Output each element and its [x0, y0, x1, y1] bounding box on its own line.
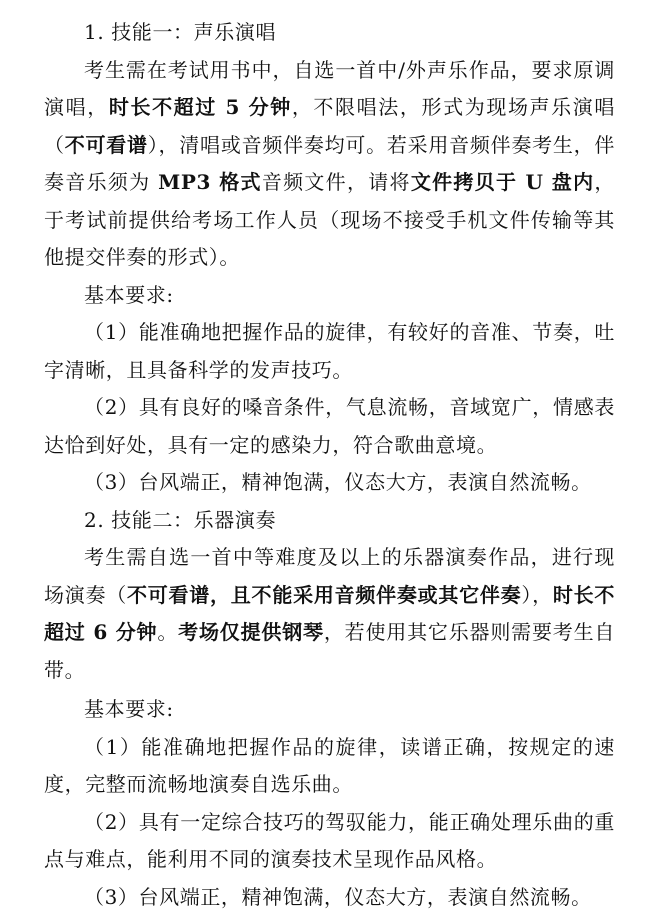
- section-1-requirements-title: 基本要求:: [44, 277, 615, 315]
- section-1-requirement-1: （1）能准确地把握作品的旋律，有较好的音准、节奏，吐字清晰，且具备科学的发声技巧。: [44, 314, 615, 389]
- section-1-heading: 1. 技能一：声乐演唱: [44, 14, 615, 52]
- text-run: 考生需在考试用书中，自选一首中/外声乐作品，要求原调演唱，: [44, 58, 615, 120]
- document-page: [44, 14, 615, 916]
- bold-text-run: 不可看谱，且不能采用音频伴奏或其它伴奏: [127, 583, 521, 607]
- bold-text-run: MP3 格式: [158, 170, 262, 194]
- text-run: ，于考试前提供给考场工作人员（现场不接受手机文件传输等其他提交伴奏的形式）。: [44, 170, 615, 269]
- bold-text-run: 考场仅提供钢琴: [178, 620, 324, 644]
- section-2-requirement-3: （3）台风端正，精神饱满，仪态大方，表演自然流畅。: [44, 879, 615, 916]
- text-run: 。: [157, 620, 178, 644]
- bold-text-run: 时长不超过 5 分钟: [109, 95, 292, 119]
- section-1-intro: [44, 52, 615, 277]
- section-2-intro: [44, 539, 615, 689]
- text-run: ，若使用其它乐器则需要考生自带。: [44, 620, 615, 682]
- text-run: ），: [521, 583, 553, 607]
- section-2-requirements-title: 基本要求:: [44, 691, 615, 729]
- bold-text-run: 文件拷贝于 U 盘内: [411, 170, 595, 194]
- section-1-requirement-2: （2）具有良好的嗓音条件，气息流畅，音域宽广，情感表达恰到好处，具有一定的感染力，符合歌曲意境。: [44, 389, 615, 464]
- section-1-requirement-3: （3）台风端正，精神饱满，仪态大方，表演自然流畅。: [44, 464, 615, 502]
- text-run: ），清唱或音频伴奏均可。若采用音频伴奏考生，伴奏音乐须为: [44, 133, 615, 195]
- section-2-heading: 2. 技能二：乐器演奏: [44, 502, 615, 540]
- section-2-requirement-2: （2）具有一定综合技巧的驾驭能力，能正确处理乐曲的重点与难点，能利用不同的演奏技术呈现作品风格。: [44, 804, 615, 879]
- section-2-requirement-1: （1）能准确地把握作品的旋律，读谱正确，按规定的速度，完整而流畅地演奏自选乐曲。: [44, 729, 615, 804]
- text-run: 音频文件，请将: [262, 170, 411, 194]
- bold-text-run: 时长不超过 6 分钟: [44, 583, 615, 645]
- text-run: 考生需自选一首中等难度及以上的乐器演奏作品，进行现场演奏（: [44, 545, 615, 607]
- text-run: ，不限唱法，形式为现场声乐演唱（: [44, 95, 615, 157]
- bold-text-run: 不可看谱: [65, 133, 148, 157]
